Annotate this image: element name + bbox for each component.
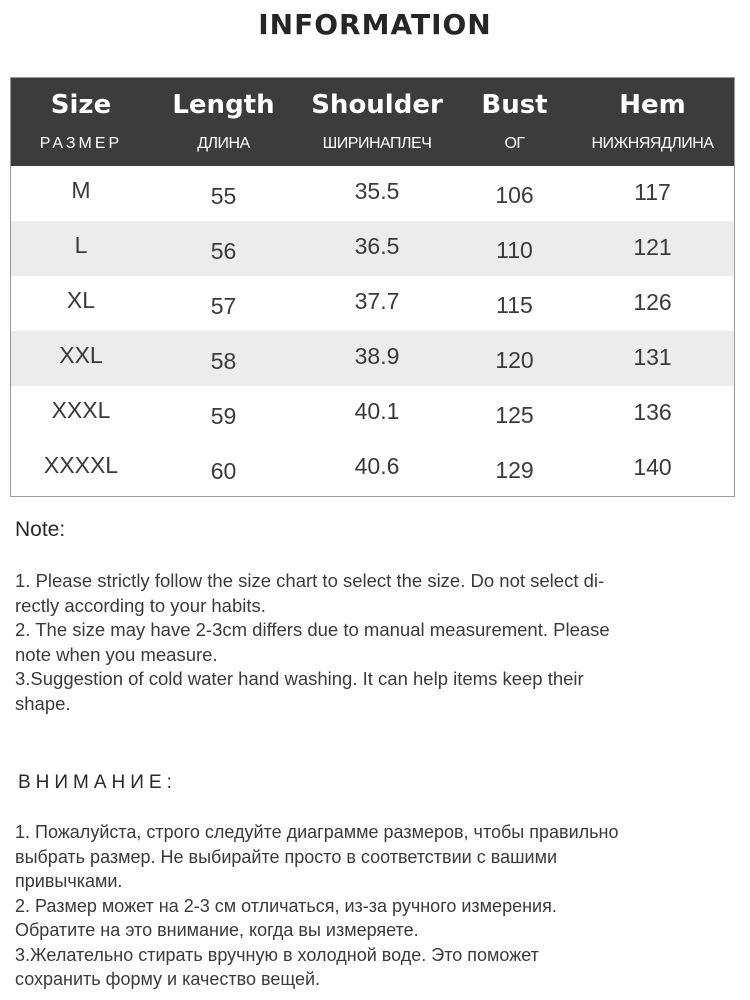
size-chart-table bbox=[10, 77, 735, 497]
cell-hem: 131 bbox=[633, 343, 672, 370]
header-length-ru-label: ДЛИНА bbox=[197, 135, 250, 152]
cell-bust: 115 bbox=[496, 291, 533, 318]
note-list bbox=[15, 569, 730, 716]
cell-size: L bbox=[74, 231, 88, 258]
note-line: note when you measure. bbox=[15, 643, 218, 665]
cell-length: 59 bbox=[210, 402, 237, 429]
cell-bust: 106 bbox=[495, 181, 534, 208]
header-shoulder-ru-label: ШИРИНАПЛЕЧ bbox=[322, 135, 432, 152]
note-heading: Note: bbox=[15, 518, 66, 541]
header-length-label: Length bbox=[172, 90, 275, 120]
cell-bust: 120 bbox=[495, 346, 534, 373]
header-bust-ru-label: ОГ bbox=[504, 135, 525, 152]
attention-line: привычками. bbox=[15, 871, 123, 891]
header-bust-label: Bust bbox=[481, 90, 548, 120]
page-title: INFORMATION bbox=[258, 8, 492, 41]
cell-size: XXL bbox=[59, 341, 103, 368]
cell-length: 55 bbox=[210, 182, 237, 209]
attention-line: 1. Пожалуйста, строго следуйте диаграмме размеров, чтобы правильно bbox=[15, 822, 619, 842]
attention-line: выбрать размер. Не выбирайте просто в соответствии с вашими bbox=[15, 846, 558, 867]
cell-size: XL bbox=[66, 286, 96, 313]
header-size bbox=[11, 78, 151, 166]
cell-shoulder: 38.9 bbox=[354, 342, 400, 369]
table-row bbox=[11, 166, 734, 221]
note-line: shape. bbox=[15, 692, 71, 714]
note-line: 1. Please strictly follow the size chart to select the size. Do not select di- bbox=[15, 570, 605, 591]
cell-bust: 110 bbox=[496, 236, 533, 263]
note-line: 3.Suggestion of cold water hand washing. It can help items keep their bbox=[15, 668, 584, 689]
attention-list bbox=[15, 820, 735, 992]
cell-length: 56 bbox=[210, 237, 237, 264]
cell-shoulder: 40.1 bbox=[354, 397, 400, 424]
cell-shoulder: 40.6 bbox=[354, 452, 400, 479]
cell-shoulder: 36.5 bbox=[354, 232, 400, 259]
cell-hem: 121 bbox=[633, 233, 672, 260]
cell-length: 57 bbox=[210, 292, 237, 319]
cell-hem: 136 bbox=[633, 398, 672, 425]
cell-hem: 126 bbox=[633, 288, 672, 315]
attention-line: сохранить форму и качество вещей. bbox=[15, 969, 321, 989]
table-row bbox=[11, 386, 734, 441]
cell-hem: 140 bbox=[633, 453, 672, 480]
cell-shoulder: 37.7 bbox=[354, 287, 400, 314]
cell-bust: 129 bbox=[495, 456, 534, 483]
header-hem bbox=[571, 78, 734, 166]
cell-size: M bbox=[71, 176, 91, 203]
attention-line: Обратите на это внимание, когда вы измеряете. bbox=[15, 920, 419, 940]
header-bust bbox=[458, 78, 571, 166]
attention-line: 3.Желательно стирать вручную в холодной воде. Это поможет bbox=[15, 944, 539, 965]
note-line: 2. The size may have 2-3cm differs due to manual measurement. Please bbox=[15, 619, 610, 640]
table-header-row bbox=[11, 78, 734, 166]
cell-shoulder: 35.5 bbox=[354, 177, 400, 204]
cell-length: 58 bbox=[210, 347, 237, 374]
table-row bbox=[11, 221, 734, 276]
cell-size: XXXL bbox=[51, 396, 111, 423]
attention-heading: ВНИМАНИЕ: bbox=[18, 772, 177, 793]
attention-line: 2. Размер может на 2-3 см отличаться, из-за ручного измерения. bbox=[15, 895, 557, 916]
cell-bust: 125 bbox=[495, 401, 534, 428]
header-length bbox=[151, 78, 296, 166]
header-hem-ru-label: НИЖНЯЯДЛИНА bbox=[591, 135, 714, 152]
table-row bbox=[11, 331, 734, 386]
header-shoulder bbox=[296, 78, 458, 166]
header-size-label: Size bbox=[50, 90, 112, 120]
note-line: rectly according to your habits. bbox=[15, 594, 266, 616]
table-row bbox=[11, 441, 734, 496]
cell-size: XXXXL bbox=[43, 451, 119, 478]
cell-length: 60 bbox=[210, 457, 237, 484]
header-size-ru-label: РАЗМЕР bbox=[39, 135, 123, 152]
table-row bbox=[11, 276, 734, 331]
header-shoulder-label: Shoulder bbox=[311, 90, 443, 120]
header-hem-label: Hem bbox=[619, 90, 686, 120]
cell-hem: 117 bbox=[634, 178, 671, 205]
